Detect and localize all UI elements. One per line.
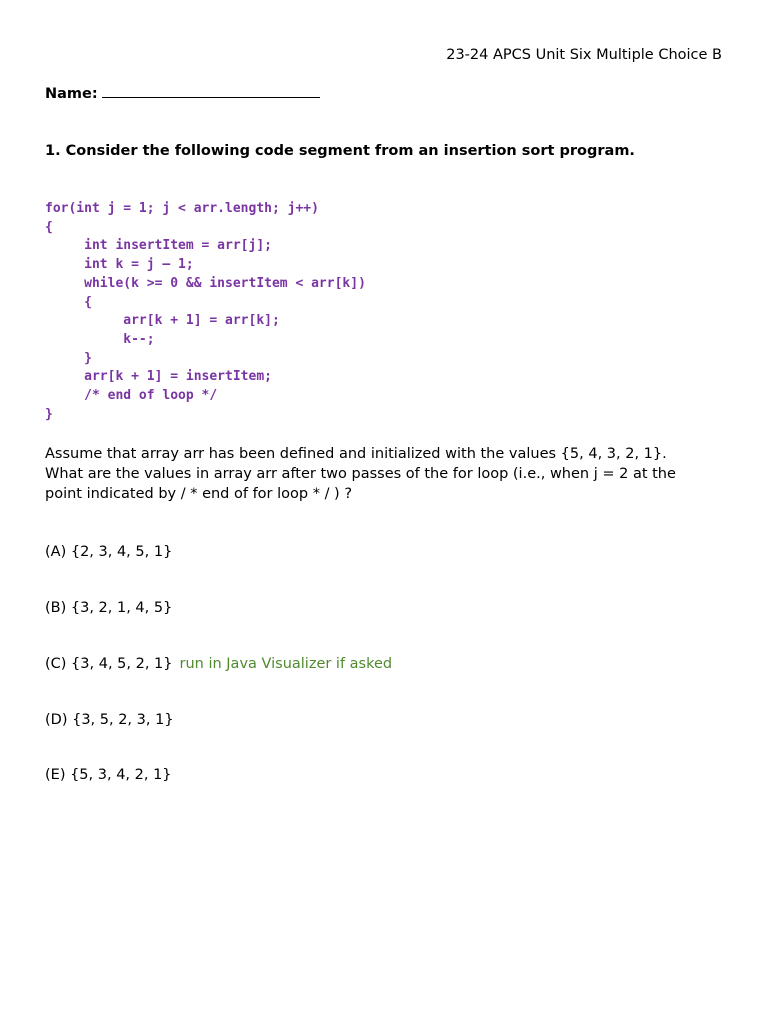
choice-label: (E) {5, 3, 4, 2, 1} (45, 767, 172, 783)
choice-b (45, 599, 172, 617)
choice-label: (D) {3, 5, 2, 3, 1} (45, 712, 174, 728)
code-line: /* end of loop */ (45, 388, 218, 404)
choice-a (45, 543, 172, 561)
question-heading: 1. Consider the following code segment from an insertion sort program. (45, 143, 635, 159)
document-header-title: 23-24 APCS Unit Six Multiple Choice B (446, 47, 722, 63)
code-line: int insertItem = arr[j]; (45, 238, 272, 254)
code-line: } (45, 406, 53, 422)
prompt-line: What are the values in array arr after two passes of the for loop (i.e., when j = 2 at the (45, 466, 676, 482)
name-blank-line (102, 82, 320, 98)
code-line: k--; (45, 331, 155, 347)
choice-label: (C) {3, 4, 5, 2, 1} (45, 656, 173, 672)
code-line: { (45, 294, 92, 310)
choice-c (45, 655, 392, 673)
prompt-line: Assume that array arr has been defined and initialized with the values {5, 4, 3, 2, 1}. (45, 446, 667, 462)
choice-annotation: run in Java Visualizer if asked (179, 656, 393, 672)
code-line: int k = j – 1; (45, 257, 194, 273)
name-label: Name: (45, 86, 98, 102)
choice-label: (B) {3, 2, 1, 4, 5} (45, 600, 173, 616)
prompt-line: point indicated by / * end of for loop * / ) ? (45, 486, 353, 502)
name-field (45, 82, 320, 103)
choice-e (45, 766, 172, 784)
code-line: arr[k + 1] = insertItem; (45, 369, 272, 385)
choice-d (45, 711, 174, 729)
code-line: } (45, 350, 92, 366)
code-line: while(k >= 0 && insertItem < arr[k]) (45, 275, 366, 291)
choice-label: (A) {2, 3, 4, 5, 1} (45, 544, 173, 560)
code-line: for(int j = 1; j < arr.length; j++) (45, 201, 319, 216)
code-segment (45, 200, 366, 424)
question-prompt (45, 444, 735, 504)
code-line: { (45, 219, 53, 235)
code-line: arr[k + 1] = arr[k]; (45, 313, 280, 329)
